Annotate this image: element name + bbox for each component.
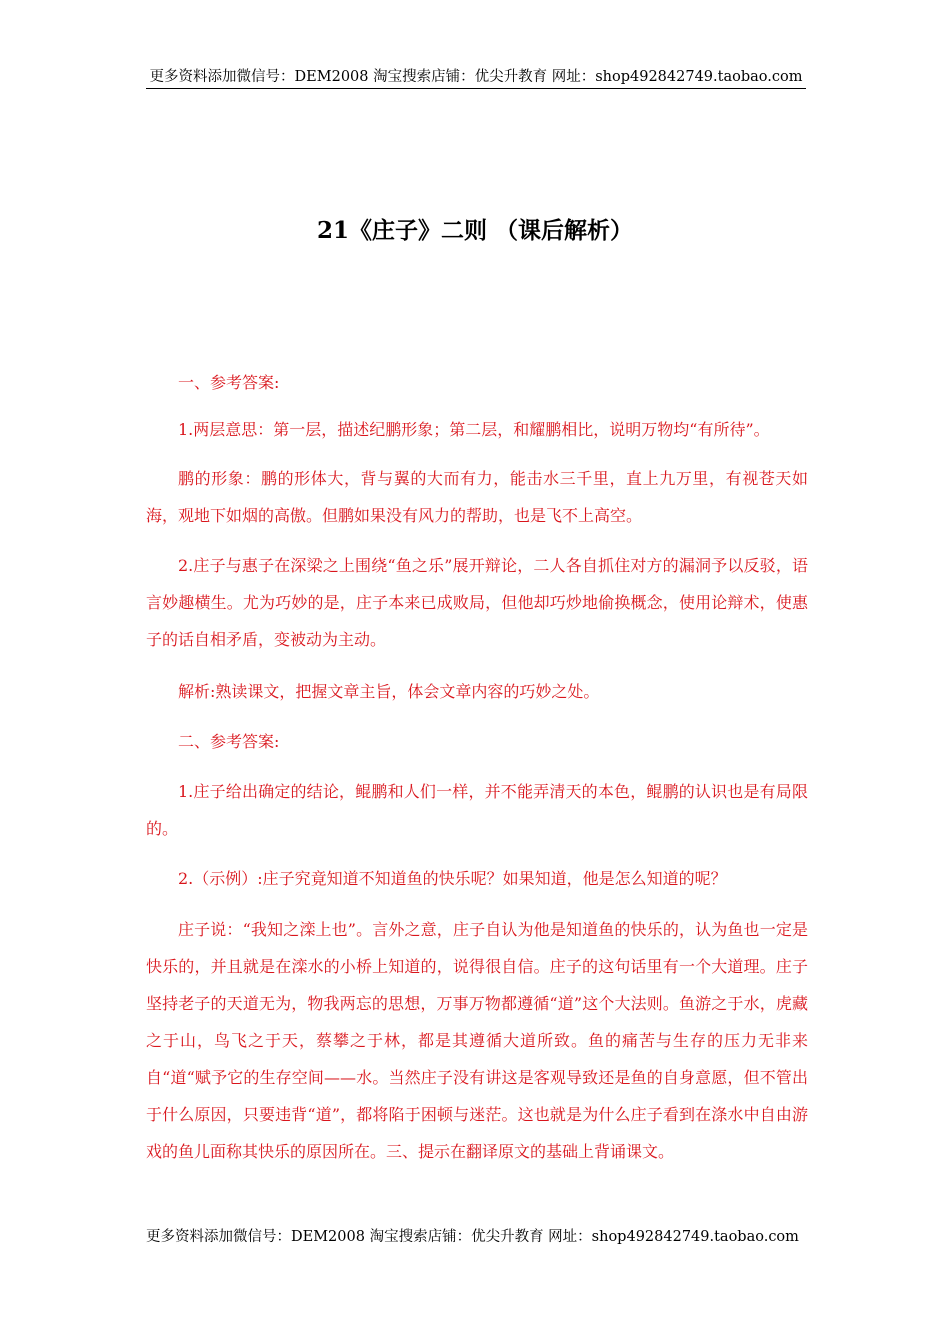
- page-footer: 更多资料添加微信号：DEM2008 淘宝搜索店铺：优尖升教育 网址：shop492842749.taobao.com: [146, 1229, 799, 1245]
- section-1-analysis: 解析:熟读课文，把握文章主旨，体会文章内容的巧妙之处。: [178, 682, 600, 701]
- body-section-1-heading: [146, 364, 808, 401]
- section-2-heading: 二、参考答案:: [178, 732, 280, 751]
- section-2-paragraph-3: 庄子说：“我知之滦上也”。言外之意，庄子自认为他是知道鱼的快乐的，认为鱼也一定是快乐的，并且就是在滦水的小桥上知道的，说得很自信。庄子的这句话里有一个大道理。庄子坚持老子的天道无为，物我两忘的思想，万事万物都遵循“道”这个大法则。鱼游之于水，虎藏之于山，鸟飞之于天，蔡攀之于林，都是其遵循大道所致。鱼的痛苦与生存的压力无非来自“道“赋予它的生存空间——水。当然庄子没有讲这是客观导致还是鱼的自身意愿，但不管出于什么原因，只要违背“道”，都将陷于困顿与迷茫。这也就是为什么庄子看到在涤水中自由游戏的鱼儿面称其快乐的原因所在。三、提示在翻译原文的基础上背诵课文。: [146, 920, 808, 1161]
- section-1-paragraph-2: 鹏的形象：鹏的形体大，背与翼的大而有力，能击水三千里，直上九万里，有视苍天如海，观地下如烟的高傲。但鹏如果没有风力的帮助，也是飞不上高空。: [146, 469, 808, 525]
- body-section-1-p2: [146, 460, 808, 534]
- section-1-paragraph-3: 2.庄子与惠子在深梁之上围绕“鱼之乐”展开辩论，二人各自抓住对方的漏洞予以反驳，语言妙趣横生。尤为巧妙的是，庄子本来已成败局，但他却巧炒地偷换概念，使用论辩术，使惠子的话自相矛盾，变被动为主动。: [146, 556, 808, 649]
- section-2-paragraph-2: 2.（示例）:庄子究竟知道不知道鱼的快乐呢？如果知道，他是怎么知道的呢？: [178, 869, 727, 888]
- body-section-1-p3: [146, 547, 808, 658]
- page-title: 21《庄子》二则 （课后解析）: [316, 217, 633, 244]
- page-header: 更多资料添加微信号：DEM2008 淘宝搜索店铺：优尖升教育 网址：shop492842749.taobao.com: [146, 66, 806, 89]
- section-1-heading: 一、参考答案:: [178, 373, 280, 392]
- body-section-2-p1: [146, 773, 808, 847]
- body-section-2-p3: [146, 911, 808, 1170]
- section-1-paragraph-1: 1.两层意思：第一层，描述纪鹏形象；第二层，和耀鹏相比，说明万物均“有所待”。: [178, 420, 770, 439]
- body-section-1-p4: [146, 673, 808, 710]
- body-section-2-heading: [146, 723, 808, 760]
- body-section-2-p2: [146, 860, 808, 897]
- body-section-1-p1: [146, 411, 808, 448]
- section-2-paragraph-1: 1.庄子给出确定的结论，鲲鹏和人们一样，并不能弄清天的本色，鲲鹏的认识也是有局限的。: [146, 782, 808, 838]
